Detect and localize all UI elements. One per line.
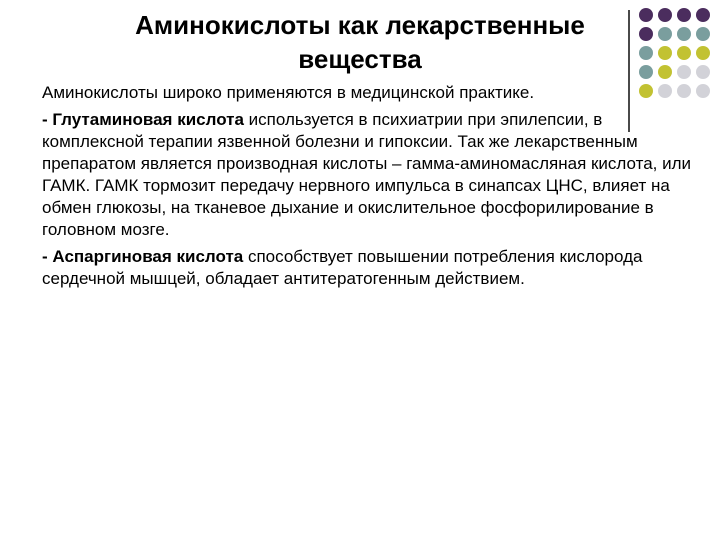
decorative-dot xyxy=(696,84,710,98)
decorative-dot xyxy=(677,8,691,22)
term-aspartic-acid: Аспаргиновая кислота xyxy=(52,247,244,266)
decorative-dot xyxy=(658,8,672,22)
decorative-dot xyxy=(696,27,710,41)
decorative-dot xyxy=(696,46,710,60)
intro-paragraph: Аминокислоты широко применяются в медицинской практике. xyxy=(42,83,535,102)
decorative-dot xyxy=(639,46,653,60)
decorative-dot xyxy=(658,27,672,41)
title-line: Аминокислоты как лекарственные xyxy=(135,10,585,40)
title-line: вещества xyxy=(298,44,422,74)
decorative-dot xyxy=(677,65,691,79)
glutamic-acid-paragraph xyxy=(42,109,692,241)
decorative-dot xyxy=(696,65,710,79)
bullet-prefix: - xyxy=(42,247,53,266)
slide-body xyxy=(42,82,692,290)
decorative-dot xyxy=(677,46,691,60)
aspartic-acid-paragraph xyxy=(42,246,692,290)
decorative-dot xyxy=(696,8,710,22)
aspartic-acid-text: способствует повышении потребления кислорода сердечной мышцей, обладает антитератогенным действием. xyxy=(42,247,643,288)
decorative-dot xyxy=(639,65,653,79)
term-glutamic-acid: Глутаминовая кислота xyxy=(52,110,244,129)
slide-title xyxy=(40,8,680,76)
glutamic-acid-text: используется в психиатрии при эпилепсии, в комплексной терапии язвенной болезни и гипоксии. Так же лекарственным препаратом является производная кислоты – гамма-аминомасляная кислота, или ГАМК. ГАМК тормозит передачу нервного импульса в синапсах ЦНС, влияет на обмен глюкозы, на тканевое дыхание и окислительное фосфорилирование в головном мозге. xyxy=(42,110,692,239)
decorative-dot xyxy=(658,46,672,60)
decorative-dot xyxy=(639,27,653,41)
bullet-prefix: - xyxy=(42,110,53,129)
decorative-dot xyxy=(639,8,653,22)
decorative-dot xyxy=(677,27,691,41)
decorative-dot xyxy=(658,65,672,79)
